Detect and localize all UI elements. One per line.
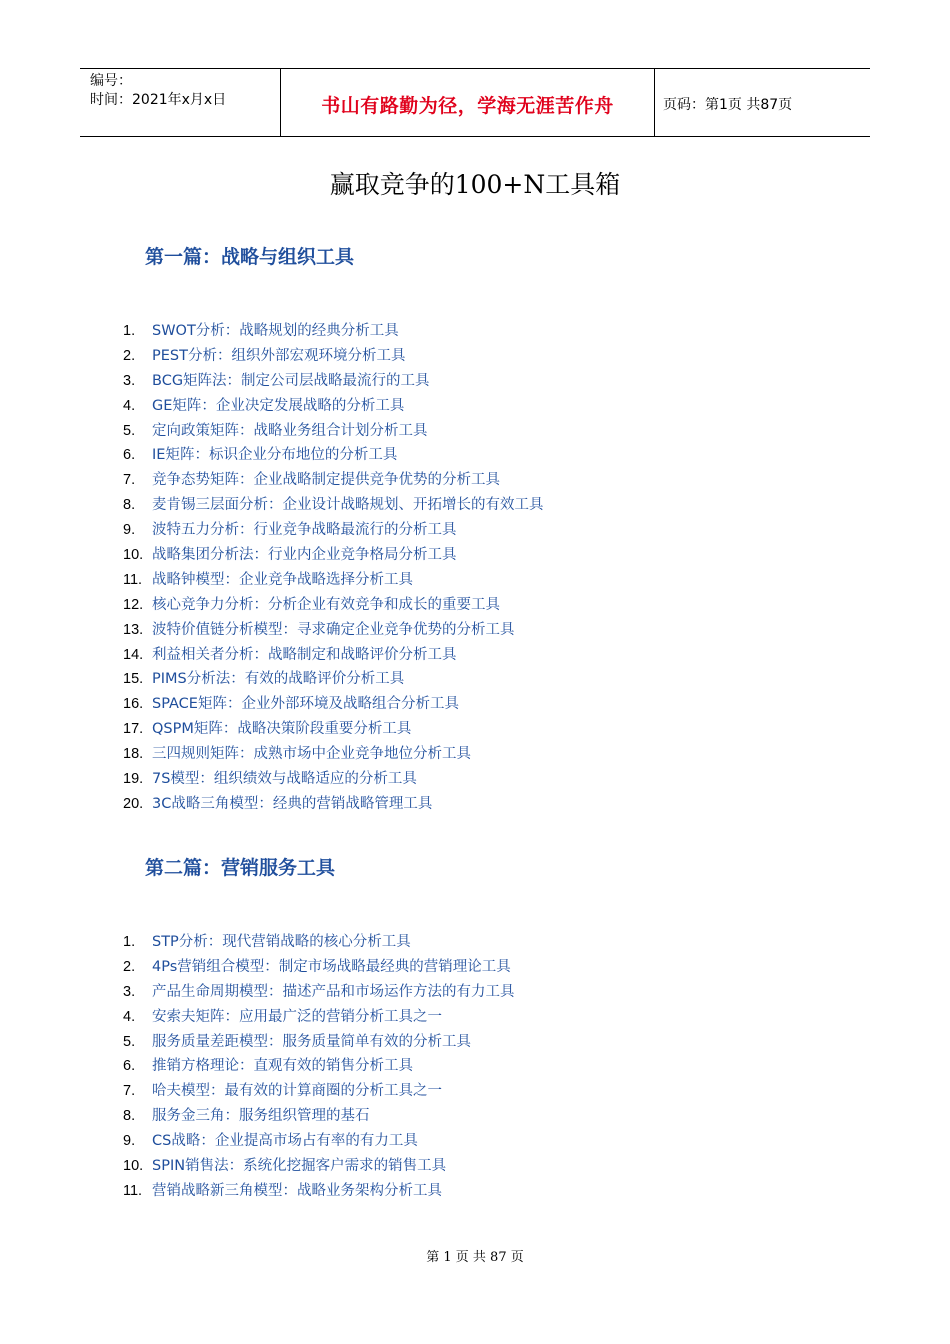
list-item [0, 744, 950, 769]
list-item-number: 12. [123, 596, 144, 613]
header-motto-cell [281, 69, 655, 136]
list-item-number: 8. [123, 1108, 136, 1125]
list-item-number: 16. [123, 696, 144, 713]
list-item-text: 7S模型：组织绩效与战略适应的分析工具 [152, 771, 417, 788]
list-item [0, 1181, 950, 1206]
list-item [0, 794, 950, 819]
list-item-number: 13. [123, 621, 144, 638]
list-item [0, 1056, 950, 1081]
list-item-text: 定向政策矩阵：战略业务组合计划分析工具 [152, 422, 428, 439]
list-item [0, 371, 950, 396]
list-item [0, 396, 950, 421]
list-item-number: 7. [123, 1083, 136, 1100]
list-item [0, 769, 950, 794]
list-item-text: 4Ps营销组合模型：制定市场战略最经典的营销理论工具 [152, 958, 511, 975]
list-item-text: IE矩阵：标识企业分布地位的分析工具 [152, 447, 398, 464]
list-item [0, 982, 950, 1007]
list-item-text: BCG矩阵法：制定公司层战略最流行的工具 [152, 372, 430, 389]
list-item-number: 11. [123, 571, 143, 588]
list-item-number: 2. [123, 958, 136, 975]
list-item [0, 719, 950, 744]
list-item-number: 9. [123, 1133, 136, 1150]
header-meta-cell [80, 69, 281, 136]
list-item [0, 932, 950, 957]
list-item-text: 波特五力分析：行业竞争战略最流行的分析工具 [152, 522, 457, 539]
list-item-number: 20. [123, 795, 144, 812]
list-item-number: 11. [123, 1182, 143, 1199]
list-item-number: 3. [123, 983, 136, 1000]
motto: 书山有路勤为径，学海无涯苦作舟 [321, 95, 614, 117]
list-item [0, 1106, 950, 1131]
list-item-number: 7. [123, 472, 136, 489]
list-item [0, 470, 950, 495]
list-item [0, 645, 950, 670]
section-heading-marketing: 第二篇：营销服务工具 [145, 857, 336, 879]
list-item-number: 10. [123, 1158, 144, 1175]
list-item-number: 15. [123, 671, 144, 688]
list-item [0, 421, 950, 446]
time-line: 时间：2021年x月x日 [90, 92, 227, 108]
list-item-text: PEST分析：组织外部宏观环境分析工具 [152, 347, 406, 364]
list-item-number: 9. [123, 522, 136, 539]
page-footer: 第 1 页 共 87 页 [426, 1250, 524, 1265]
list-item-number: 1. [123, 323, 136, 339]
tool-list-strategy [0, 321, 950, 819]
number-label: 编号： [90, 73, 132, 89]
list-item [0, 346, 950, 371]
list-item-number: 6. [123, 447, 136, 464]
list-item-number: 10. [123, 547, 144, 564]
list-item-text: STP分析：现代营销战略的核心分析工具 [152, 934, 411, 950]
list-item [0, 1131, 950, 1156]
list-item-number: 1. [123, 934, 136, 950]
list-item [0, 545, 950, 570]
list-item [0, 445, 950, 470]
page-info: 页码：第1页 共87页 [663, 97, 793, 113]
list-item-number: 17. [123, 721, 144, 738]
list-item-text: 服务质量差距模型：服务质量简单有效的分析工具 [152, 1033, 471, 1050]
list-item [0, 694, 950, 719]
list-item-text: 麦肯锡三层面分析：企业设计战略规划、开拓增长的有效工具 [152, 497, 544, 514]
list-item-text: 战略集团分析法：行业内企业竞争格局分析工具 [152, 547, 457, 564]
list-item-text: 哈夫模型：最有效的计算商圈的分析工具之一 [152, 1083, 442, 1100]
list-item-number: 3. [123, 372, 136, 389]
tool-list-marketing [0, 932, 950, 1206]
list-item-number: 14. [123, 646, 144, 663]
list-item-text: SPACE矩阵：企业外部环境及战略组合分析工具 [152, 696, 459, 713]
list-item [0, 1032, 950, 1057]
list-item [0, 1007, 950, 1032]
list-item-number: 18. [123, 746, 144, 763]
list-item [0, 595, 950, 620]
list-item-text: 核心竞争力分析：分析企业有效竞争和成长的重要工具 [152, 596, 500, 613]
list-item-text: SPIN销售法：系统化挖掘客户需求的销售工具 [152, 1158, 447, 1175]
section-heading-strategy: 第一篇：战略与组织工具 [145, 246, 355, 268]
list-item-number: 19. [123, 771, 144, 788]
list-item [0, 321, 950, 346]
list-item-text: CS战略：企业提高市场占有率的有力工具 [152, 1133, 418, 1150]
list-item-number: 8. [123, 497, 136, 514]
list-item-text: 安索夫矩阵：应用最广泛的营销分析工具之一 [152, 1008, 442, 1025]
list-item-text: 竞争态势矩阵：企业战略制定提供竞争优势的分析工具 [152, 472, 500, 489]
header-table [80, 68, 870, 137]
list-item [0, 570, 950, 595]
list-item-text: GE矩阵：企业决定发展战略的分析工具 [152, 397, 405, 414]
header-page-cell [655, 69, 870, 136]
list-item-text: 服务金三角：服务组织管理的基石 [152, 1108, 370, 1125]
list-item-text: 波特价值链分析模型：寻求确定企业竞争优势的分析工具 [152, 621, 515, 638]
list-item-text: 战略钟模型：企业竞争战略选择分析工具 [152, 571, 413, 588]
list-item-number: 5. [123, 422, 136, 439]
list-item-text: QSPM矩阵：战略决策阶段重要分析工具 [152, 721, 412, 738]
list-item-text: 产品生命周期模型：描述产品和市场运作方法的有力工具 [152, 983, 515, 1000]
list-item [0, 669, 950, 694]
list-item [0, 957, 950, 982]
list-item-number: 2. [123, 347, 136, 364]
list-item [0, 1081, 950, 1106]
list-item-text: SWOT分析：战略规划的经典分析工具 [152, 323, 399, 339]
list-item-text: 营销战略新三角模型：战略业务架构分析工具 [152, 1182, 442, 1199]
list-item-text: 3C战略三角模型：经典的营销战略管理工具 [152, 795, 433, 812]
list-item-number: 6. [123, 1058, 136, 1075]
list-item-text: PIMS分析法：有效的战略评价分析工具 [152, 671, 405, 688]
list-item-text: 推销方格理论：直观有效的销售分析工具 [152, 1058, 413, 1075]
list-item [0, 495, 950, 520]
list-item-text: 三四规则矩阵：成熟市场中企业竞争地位分析工具 [152, 746, 471, 763]
list-item-number: 4. [123, 1008, 136, 1025]
list-item-number: 4. [123, 397, 136, 414]
list-item [0, 1156, 950, 1181]
list-item-text: 利益相关者分析：战略制定和战略评价分析工具 [152, 646, 457, 663]
list-item [0, 520, 950, 545]
document-title: 赢取竞争的100+N工具箱 [329, 170, 621, 199]
list-item-number: 5. [123, 1033, 136, 1050]
list-item [0, 620, 950, 645]
